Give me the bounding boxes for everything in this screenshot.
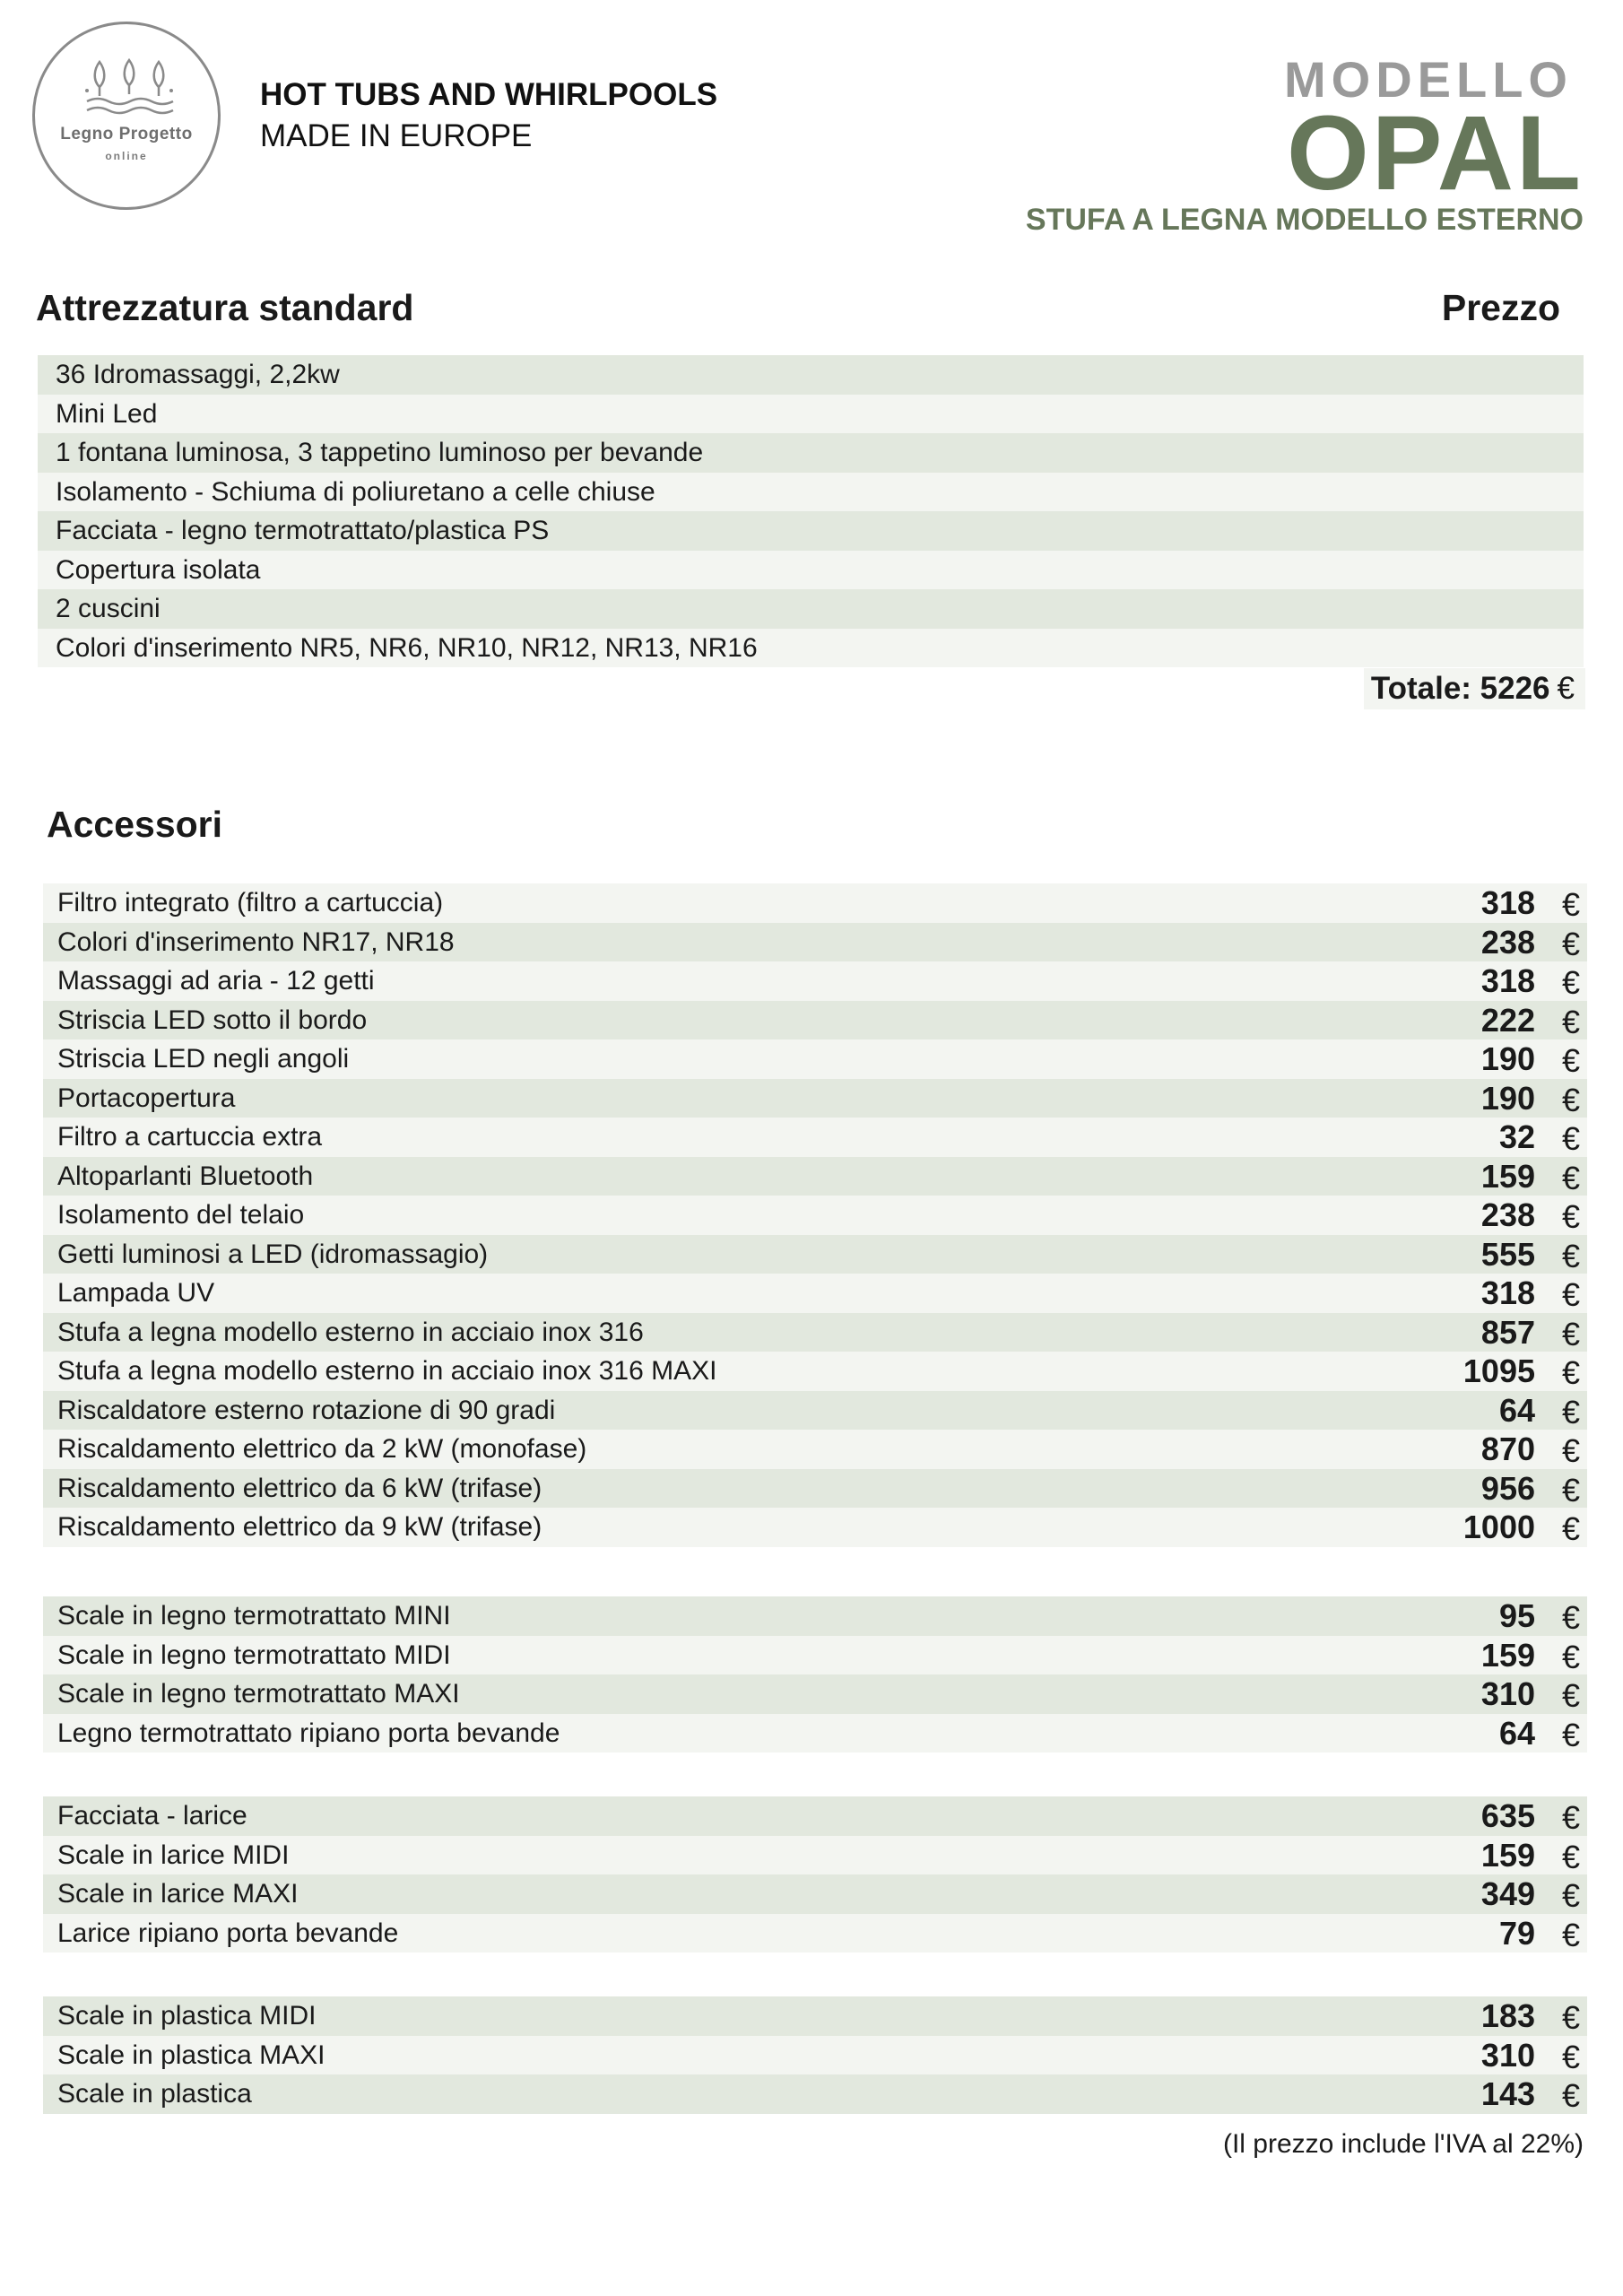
accessory-price: 190 xyxy=(1480,1040,1535,1077)
accessory-name: Isolamento del telaio xyxy=(57,1200,305,1230)
accessory-name: Stufa a legna modello esterno in acciaio inox 316 xyxy=(57,1317,644,1347)
table-row xyxy=(43,1001,1587,1040)
accessory-price: 956 xyxy=(1480,1469,1535,1507)
currency-symbol: € xyxy=(1561,1198,1580,1235)
table-row xyxy=(43,1469,1587,1509)
standard-equipment-list xyxy=(38,355,1584,667)
currency-symbol: € xyxy=(1561,1432,1580,1469)
currency-symbol: € xyxy=(1561,1916,1580,1953)
currency-symbol: € xyxy=(1561,1677,1580,1714)
list-item: 36 Idromassaggi, 2,2kw xyxy=(38,355,1584,395)
accessory-price: 310 xyxy=(1480,2036,1535,2074)
table-row xyxy=(43,1430,1587,1469)
accessories-group-larch xyxy=(43,1796,1587,1952)
trees-and-waves-icon xyxy=(80,51,178,123)
list-item: Copertura isolata xyxy=(38,551,1584,590)
table-row xyxy=(43,961,1587,1001)
table-row xyxy=(43,2074,1587,2114)
currency-symbol: € xyxy=(1561,886,1580,923)
currency-symbol: € xyxy=(1561,1003,1580,1040)
accessory-price: 32 xyxy=(1498,1118,1535,1155)
accessory-name: Scale in legno termotrattato MINI xyxy=(57,1601,451,1631)
accessory-name: Colori d'inserimento NR17, NR18 xyxy=(57,926,455,957)
currency-symbol: € xyxy=(1561,1081,1580,1118)
table-row xyxy=(43,1274,1587,1313)
company-line-2: MADE IN EUROPE xyxy=(260,118,533,153)
currency-symbol: € xyxy=(1561,1393,1580,1431)
accessories-group-wood xyxy=(43,1596,1587,1752)
accessory-name: Riscaldamento elettrico da 2 kW (monofase) xyxy=(57,1434,587,1464)
standard-equipment-title: Attrezzatura standard xyxy=(36,287,414,328)
list-item: Colori d'inserimento NR5, NR6, NR10, NR12, NR13, NR16 xyxy=(38,629,1584,668)
accessory-name: Filtro integrato (filtro a cartuccia) xyxy=(57,888,444,918)
accessory-price: 79 xyxy=(1498,1914,1535,1952)
accessory-price: 64 xyxy=(1498,1391,1535,1429)
currency-symbol: € xyxy=(1561,1354,1580,1391)
currency-symbol: € xyxy=(1557,671,1575,706)
currency-symbol: € xyxy=(1561,1042,1580,1079)
table-row xyxy=(43,1196,1587,1235)
accessory-price: 318 xyxy=(1480,962,1535,999)
currency-symbol: € xyxy=(1561,1510,1580,1547)
table-row xyxy=(43,1596,1587,1636)
table-row xyxy=(43,1674,1587,1714)
table-row xyxy=(43,1874,1587,1914)
accessory-price: 1095 xyxy=(1462,1352,1535,1389)
table-row xyxy=(43,1996,1587,2036)
currency-symbol: € xyxy=(1561,964,1580,1001)
model-kicker: MODELLO xyxy=(1284,51,1573,108)
accessory-price: 143 xyxy=(1480,2075,1535,2112)
currency-symbol: € xyxy=(1561,2077,1580,2114)
accessory-price: 190 xyxy=(1480,1079,1535,1117)
accessory-price: 635 xyxy=(1480,1797,1535,1834)
accessory-name: Filtro a cartuccia extra xyxy=(57,1122,323,1152)
accessory-price: 238 xyxy=(1480,923,1535,961)
table-row xyxy=(43,1796,1587,1836)
company-logo xyxy=(32,22,221,210)
accessory-name: Lampada UV xyxy=(57,1278,215,1308)
table-row xyxy=(43,1352,1587,1391)
total-label: Totale: 5226 xyxy=(1370,671,1550,706)
accessory-name: Massaggi ad aria - 12 getti xyxy=(57,966,375,996)
table-row xyxy=(43,1836,1587,1875)
accessory-name: Altoparlanti Bluetooth xyxy=(57,1161,314,1191)
accessories-group-general xyxy=(43,883,1587,1547)
list-item: 1 fontana luminosa, 3 tappetino luminoso per bevande xyxy=(38,433,1584,473)
currency-symbol: € xyxy=(1561,1838,1580,1875)
currency-symbol: € xyxy=(1561,1120,1580,1157)
accessory-name: Portacopertura xyxy=(57,1083,236,1113)
accessory-name: Striscia LED negli angoli xyxy=(57,1044,350,1074)
table-row xyxy=(43,1914,1587,1953)
accessory-name: Scale in legno termotrattato MIDI xyxy=(57,1639,451,1670)
table-row xyxy=(43,1714,1587,1753)
model-name: OPAL xyxy=(1286,94,1584,213)
table-row xyxy=(43,1636,1587,1675)
accessory-name: Scale in larice MAXI xyxy=(57,1879,299,1909)
accessory-price: 318 xyxy=(1480,884,1535,921)
table-row xyxy=(43,2036,1587,2075)
accessory-name: Scale in plastica MIDI xyxy=(57,2001,317,2031)
table-row xyxy=(43,1157,1587,1196)
accessory-price: 159 xyxy=(1480,1157,1535,1195)
logo-subtitle: online xyxy=(105,150,148,162)
currency-symbol: € xyxy=(1561,1315,1580,1352)
accessory-name: Scale in legno termotrattato MAXI xyxy=(57,1679,460,1709)
accessory-price: 318 xyxy=(1480,1274,1535,1311)
accessory-price: 349 xyxy=(1480,1875,1535,1912)
currency-symbol: € xyxy=(1561,925,1580,962)
currency-symbol: € xyxy=(1561,1237,1580,1274)
table-row xyxy=(43,1235,1587,1274)
currency-symbol: € xyxy=(1561,1638,1580,1675)
accessory-price: 555 xyxy=(1480,1235,1535,1273)
model-subtitle: STUFA A LEGNA MODELLO ESTERNO xyxy=(1025,203,1584,237)
list-item: 2 cuscini xyxy=(38,589,1584,629)
accessories-group-plastic xyxy=(43,1996,1587,2114)
accessory-name: Legno termotrattato ripiano porta bevande xyxy=(57,1718,560,1748)
accessory-name: Riscaldatore esterno rotazione di 90 gradi xyxy=(57,1395,556,1425)
total-price xyxy=(1364,668,1585,709)
table-row xyxy=(43,883,1587,923)
currency-symbol: € xyxy=(1561,1716,1580,1753)
currency-symbol: € xyxy=(1561,1877,1580,1914)
table-row xyxy=(43,1391,1587,1431)
accessory-name: Facciata - larice xyxy=(57,1801,247,1831)
currency-symbol: € xyxy=(1561,1999,1580,2036)
accessory-name: Scale in larice MIDI xyxy=(57,1839,290,1870)
accessory-price: 870 xyxy=(1480,1431,1535,1467)
accessories-title: Accessori xyxy=(47,804,223,845)
currency-symbol: € xyxy=(1561,1159,1580,1196)
accessory-price: 310 xyxy=(1480,1675,1535,1712)
table-row xyxy=(43,1118,1587,1157)
price-header: Prezzo xyxy=(1441,287,1560,328)
company-line-1: HOT TUBS AND WHIRLPOOLS xyxy=(260,77,718,112)
table-row xyxy=(43,1313,1587,1352)
list-item: Facciata - legno termotrattato/plastica PS xyxy=(38,511,1584,551)
table-row xyxy=(43,1508,1587,1547)
table-row xyxy=(43,923,1587,962)
accessory-name: Stufa a legna modello esterno in acciaio inox 316 MAXI xyxy=(57,1356,717,1386)
accessory-name: Getti luminosi a LED (idromassagio) xyxy=(57,1239,489,1269)
currency-symbol: € xyxy=(1561,1276,1580,1313)
accessory-price: 1000 xyxy=(1462,1509,1535,1545)
accessory-price: 238 xyxy=(1480,1196,1535,1233)
accessory-price: 64 xyxy=(1498,1714,1535,1752)
currency-symbol: € xyxy=(1561,1471,1580,1509)
accessory-price: 95 xyxy=(1498,1597,1535,1634)
currency-symbol: € xyxy=(1561,1599,1580,1636)
accessory-name: Riscaldamento elettrico da 9 kW (trifase) xyxy=(57,1512,542,1542)
currency-symbol: € xyxy=(1561,2038,1580,2075)
accessory-price: 159 xyxy=(1480,1636,1535,1674)
vat-note: (Il prezzo include l'IVA al 22%) xyxy=(1222,2129,1584,2159)
accessory-price: 857 xyxy=(1480,1313,1535,1351)
table-row xyxy=(43,1079,1587,1118)
accessory-name: Scale in plastica MAXI xyxy=(57,2039,325,2070)
accessory-name: Striscia LED sotto il bordo xyxy=(57,1004,368,1035)
accessory-price: 159 xyxy=(1480,1836,1535,1874)
accessory-name: Larice ripiano porta bevande xyxy=(57,1918,399,1948)
accessory-price: 222 xyxy=(1480,1001,1535,1039)
list-item: Mini Led xyxy=(38,395,1584,434)
list-item: Isolamento - Schiuma di poliuretano a celle chiuse xyxy=(38,473,1584,512)
accessory-price: 183 xyxy=(1480,1997,1535,2034)
logo-name: Legno Progetto xyxy=(60,125,193,144)
currency-symbol: € xyxy=(1561,1799,1580,1836)
accessory-name: Riscaldamento elettrico da 6 kW (trifase) xyxy=(57,1473,542,1503)
table-row xyxy=(43,1039,1587,1079)
accessory-name: Scale in plastica xyxy=(57,2079,252,2109)
